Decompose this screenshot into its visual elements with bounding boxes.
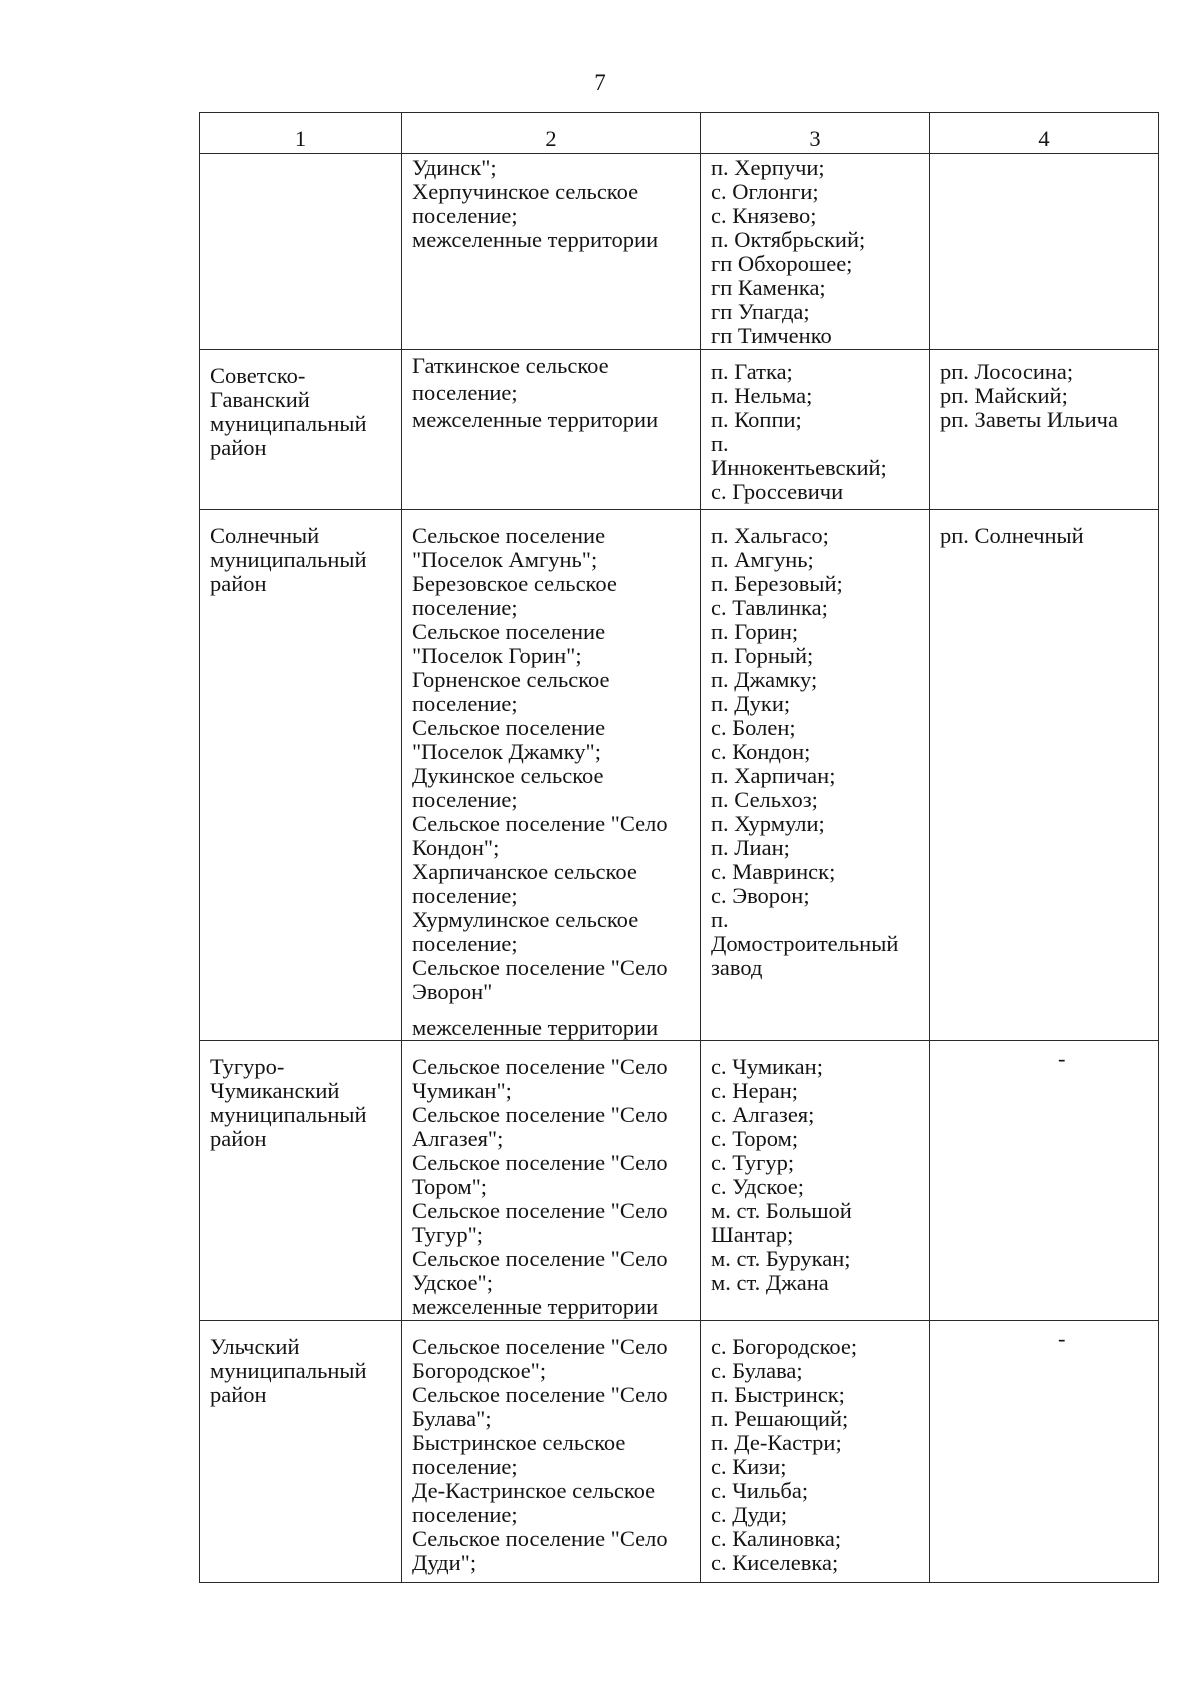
- header-cell: 1: [200, 113, 402, 154]
- text-line: Сельское поселение "Село: [412, 1102, 668, 1127]
- text-line: п. Нельма;: [711, 383, 813, 408]
- text-line: межселенные территории: [412, 1294, 659, 1319]
- text-line: с. Тором;: [711, 1126, 799, 1151]
- text-line: поселение;: [412, 595, 518, 620]
- text-line: Тором";: [412, 1174, 488, 1199]
- text-line: м. ст. Бурукан;: [711, 1246, 851, 1271]
- text-line: п. Октябрьский;: [711, 227, 866, 252]
- text-line: Дукинское сельское: [412, 763, 604, 788]
- text-line: с. Калиновка;: [711, 1526, 842, 1551]
- text-line: Хурмулинское сельское: [412, 907, 639, 932]
- urban-cell: [930, 1041, 1159, 1321]
- text-line: с. Чумикан;: [711, 1054, 823, 1079]
- district-cell: [200, 1041, 402, 1321]
- text-line: п. Коппи;: [711, 407, 802, 432]
- text-line: п. Березовый;: [711, 571, 843, 596]
- text-line: Чумиканский: [210, 1078, 340, 1103]
- text-line: п. Решающий;: [711, 1406, 849, 1431]
- text-line: Булава";: [412, 1406, 492, 1431]
- localities-cell: [701, 1041, 930, 1321]
- text-line: район: [210, 571, 267, 596]
- text-line: Гаткинское сельское: [412, 353, 609, 378]
- text-line: с. Мавринск;: [711, 859, 836, 884]
- text-line: рп. Заветы Ильича: [940, 407, 1118, 432]
- text-line: поселение;: [412, 380, 518, 405]
- text-line: с. Эворон;: [711, 883, 810, 908]
- text-line: Сельское поселение "Село: [412, 1526, 668, 1551]
- text-line: муниципальный: [210, 1358, 367, 1383]
- text-line: Ульчский: [210, 1334, 300, 1359]
- text-line: район: [210, 1126, 267, 1151]
- text-line: Советско-: [210, 363, 306, 388]
- district-cell: [200, 350, 402, 510]
- text-line: район: [210, 435, 267, 460]
- text-line: гп Каменка;: [711, 275, 826, 300]
- text-line: Эворон": [412, 979, 493, 1004]
- text-line: м. ст. Большой: [711, 1198, 852, 1223]
- text-line: рп. Майский;: [940, 383, 1068, 408]
- text-line: "Поселок Горин";: [412, 643, 582, 668]
- text-line: Домостроительный: [711, 931, 899, 956]
- district-cell: [200, 154, 402, 350]
- text-line: Де-Кастринское сельское: [412, 1478, 656, 1503]
- text-line: Сельское поселение "Село: [412, 1246, 668, 1271]
- text-line: Херпучинское сельское: [412, 179, 639, 204]
- text-line: Тугуро-: [210, 1054, 285, 1079]
- text-line: поселение;: [412, 1502, 518, 1527]
- text-line: Удское";: [412, 1270, 493, 1295]
- text-line: Сельское поселение "Село: [412, 1150, 668, 1175]
- text-line: с. Удское;: [711, 1174, 804, 1199]
- settlements-cell: [402, 1041, 701, 1321]
- text-line: Горненское сельское: [412, 667, 610, 692]
- text-line: с. Тугур;: [711, 1150, 795, 1175]
- text-line: Удинск";: [412, 155, 497, 180]
- text-line: м. ст. Джана: [711, 1270, 829, 1295]
- text-line: "Поселок Амгунь";: [412, 547, 598, 572]
- district-cell: [200, 510, 402, 1041]
- text-line: п. Лиан;: [711, 835, 790, 860]
- text-line: "Поселок Джамку";: [412, 739, 601, 764]
- text-line: завод: [711, 955, 763, 980]
- localities-cell: [701, 510, 930, 1041]
- urban-cell: [930, 154, 1159, 350]
- text-line: п.: [711, 431, 729, 456]
- text-line: с. Тавлинка;: [711, 595, 828, 620]
- text-line: с. Князево;: [711, 203, 817, 228]
- text-line: с. Неран;: [711, 1078, 799, 1103]
- settlements-cell: [402, 510, 701, 1041]
- text-line: Березовское сельское: [412, 571, 617, 596]
- text-line: Харпичанское сельское: [412, 859, 637, 884]
- text-line: с. Булава;: [711, 1358, 803, 1383]
- text-line: гп Упагда;: [711, 299, 810, 324]
- text-line: поселение;: [412, 691, 518, 716]
- text-line: с. Алгазея;: [711, 1102, 815, 1127]
- text-line: п. Сельхоз;: [711, 787, 818, 812]
- text-line: с. Оглонги;: [711, 179, 819, 204]
- text-line: Сельское поселение: [412, 523, 606, 548]
- text-line: п. Де-Кастри;: [711, 1430, 842, 1455]
- page-number: 7: [594, 70, 606, 95]
- text-line: межселенные территории: [412, 1015, 659, 1040]
- text-line: п. Харпичан;: [711, 763, 836, 788]
- text-line: межселенные территории: [412, 227, 659, 252]
- text-line: поселение;: [412, 1454, 518, 1479]
- text-line: Быстринское сельское: [412, 1430, 626, 1455]
- text-line: с. Киселевка;: [711, 1550, 839, 1575]
- table-row: [200, 350, 1159, 510]
- header-cell: 3: [701, 113, 930, 154]
- text-line: Тугур";: [412, 1222, 484, 1247]
- table-row: [200, 154, 1159, 350]
- urban-cell: [930, 1321, 1159, 1583]
- text-line: межселенные территории: [412, 407, 659, 432]
- text-line: п. Быстринск;: [711, 1382, 845, 1407]
- urban-cell: [930, 350, 1159, 510]
- empty-dash: -: [1058, 1046, 1066, 1071]
- text-line: п. Амгунь;: [711, 547, 814, 572]
- text-line: с. Богородское;: [711, 1334, 858, 1359]
- table-header-row: [200, 113, 1159, 154]
- text-line: Сельское поселение: [412, 619, 606, 644]
- text-line: п. Дуки;: [711, 691, 791, 716]
- settlements-table: [199, 112, 1159, 1583]
- text-line: с. Кизи;: [711, 1454, 787, 1479]
- text-line: муниципальный: [210, 411, 367, 436]
- settlements-cell: [402, 1321, 701, 1583]
- text-line: муниципальный: [210, 1102, 367, 1127]
- text-line: с. Кондон;: [711, 739, 811, 764]
- text-line: поселение;: [412, 203, 518, 228]
- text-line: рп. Солнечный: [940, 523, 1084, 548]
- empty-dash: -: [1058, 1326, 1066, 1351]
- localities-cell: [701, 154, 930, 350]
- table-row: [200, 1041, 1159, 1321]
- text-line: Иннокентьевский;: [711, 455, 887, 480]
- settlements-cell: [402, 350, 701, 510]
- text-line: Сельское поселение "Село: [412, 1198, 668, 1223]
- text-line: п. Хальгасо;: [711, 523, 829, 548]
- text-line: с. Чильба;: [711, 1478, 809, 1503]
- header-cell: 4: [930, 113, 1159, 154]
- text-line: п. Джамку;: [711, 667, 818, 692]
- text-line: Солнечный: [210, 523, 320, 548]
- text-line: п. Херпучи;: [711, 155, 825, 180]
- settlements-cell: [402, 154, 701, 350]
- table-row: [200, 1321, 1159, 1583]
- text-line: поселение;: [412, 883, 518, 908]
- text-line: Богородское";: [412, 1358, 547, 1383]
- text-line: муниципальный: [210, 547, 367, 572]
- text-line: гп Обхорошее;: [711, 251, 853, 276]
- header-cell: 2: [402, 113, 701, 154]
- text-line: поселение;: [412, 787, 518, 812]
- text-line: п. Горный;: [711, 643, 814, 668]
- district-cell: [200, 1321, 402, 1583]
- text-line: п. Гатка;: [711, 359, 793, 384]
- text-line: с. Гроссевичи: [711, 479, 844, 504]
- text-line: Шантар;: [711, 1222, 794, 1247]
- text-line: гп Тимченко: [711, 323, 832, 348]
- text-line: Сельское поселение "Село: [412, 811, 668, 836]
- localities-cell: [701, 350, 930, 510]
- text-line: Чумикан";: [412, 1078, 512, 1103]
- text-line: Гаванский: [210, 387, 310, 412]
- text-line: п. Хурмули;: [711, 811, 825, 836]
- table-row: [200, 510, 1159, 1041]
- text-line: район: [210, 1382, 267, 1407]
- text-line: Сельское поселение "Село: [412, 955, 668, 980]
- text-line: Кондон";: [412, 835, 500, 860]
- text-line: Сельское поселение "Село: [412, 1054, 668, 1079]
- urban-cell: [930, 510, 1159, 1041]
- text-line: п.: [711, 907, 729, 932]
- text-line: поселение;: [412, 931, 518, 956]
- localities-cell: [701, 1321, 930, 1583]
- text-line: Алгазея";: [412, 1126, 504, 1151]
- text-line: Сельское поселение "Село: [412, 1334, 668, 1359]
- text-line: Сельское поселение: [412, 715, 606, 740]
- text-line: с. Болен;: [711, 715, 796, 740]
- text-line: с. Дуди;: [711, 1502, 788, 1527]
- text-line: п. Горин;: [711, 619, 799, 644]
- text-line: Дуди";: [412, 1550, 477, 1575]
- text-line: Сельское поселение "Село: [412, 1382, 668, 1407]
- text-line: рп. Лососина;: [940, 359, 1074, 384]
